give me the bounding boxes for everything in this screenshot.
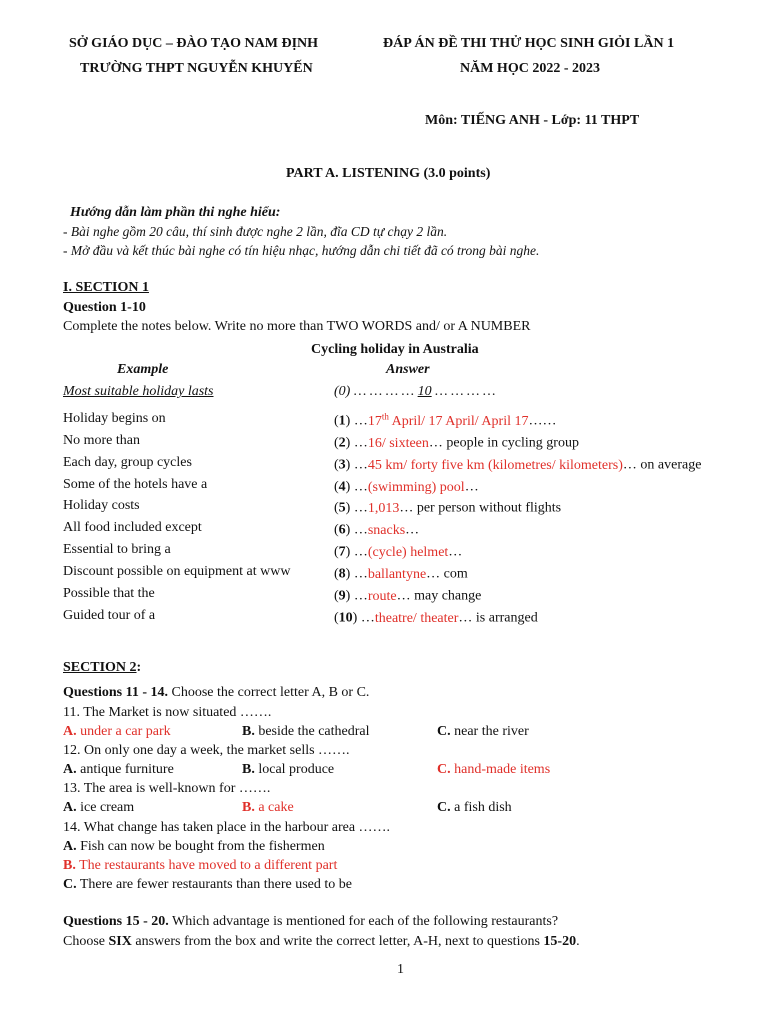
row-answer-text: 16/ sixteen (367, 435, 429, 451)
q14-option-a-text: Fish can now be bought from the fishermen (76, 839, 325, 854)
q11-14-instruction (63, 685, 369, 701)
options-row (63, 800, 753, 820)
row-num-open: ( (334, 479, 339, 495)
row-num-close: ) … (352, 610, 375, 626)
example-dots-2: … … … … (431, 384, 496, 399)
row-answer (334, 477, 479, 496)
row-num-close: ) … (345, 544, 368, 560)
row-num: 3 (338, 457, 346, 473)
q15-20-line2-a: Choose (63, 934, 109, 949)
row-answer-text: route (367, 588, 397, 604)
row-label: Possible that the (63, 586, 155, 601)
row-num-open: ( (334, 544, 339, 560)
guide-title: Hướng dẫn làm phần thi nghe hiểu: (70, 205, 281, 220)
row-label: Discount possible on equipment at www (63, 564, 291, 579)
row-label: Holiday begins on (63, 411, 166, 426)
guide-line-1: - Bài nghe gồm 20 câu, thí sinh được nghe 2 lần, đĩa CD tự chạy 2 lần. (63, 224, 448, 239)
option-letter: A. (63, 724, 77, 739)
row-num-close: ) … (345, 457, 368, 473)
row-num-close: ) … (345, 413, 368, 429)
guide-line-2: - Mở đầu và kết thúc bài nghe có tín hiệu nhạc, hướng dẫn chi tiết đã có trong bài nghe. (63, 243, 540, 258)
q14-option-c-text: There are fewer restaurants than there used to be (76, 877, 352, 892)
row-num: 10 (338, 610, 353, 626)
row-num-open: ( (334, 522, 339, 538)
option-text: under a car park (76, 724, 171, 739)
row-answer (334, 564, 468, 583)
option-a (63, 800, 134, 816)
table-title: Cycling holiday in Australia (311, 342, 479, 357)
option-c (437, 800, 512, 816)
row-tail: … may change (396, 588, 482, 604)
row-num: 6 (338, 522, 346, 538)
q15-20-instruction-line2 (63, 934, 580, 950)
row-tail: … (405, 522, 420, 538)
row-num: 4 (338, 479, 346, 495)
row-num-open: ( (334, 610, 339, 626)
q11-14-label: Questions 11 - 14. (63, 685, 169, 700)
row-answer (334, 498, 561, 517)
section2-heading (63, 660, 141, 676)
row-tail: … (448, 544, 463, 560)
question-stem: 11. The Market is now situated ……. (63, 705, 272, 720)
row-label: Guided tour of a (63, 608, 156, 623)
row-num: 8 (338, 566, 346, 582)
option-text: near the river (450, 724, 529, 739)
row-tail: … on average (622, 457, 702, 473)
option-letter: A. (63, 762, 77, 777)
row-label: Some of the hotels have a (63, 477, 208, 492)
q15-20-line2-b: answers from the box and write the correct letter, A-H, next to questions (131, 934, 544, 949)
row-num-open: ( (334, 566, 339, 582)
row-answer-value (367, 411, 529, 429)
row-answer (334, 542, 462, 561)
row-answer-value (368, 436, 429, 451)
row-label: Each day, group cycles (63, 455, 192, 470)
q14-option-c (63, 877, 352, 893)
section2-heading-colon: : (136, 660, 142, 675)
row-tail: … com (426, 566, 468, 582)
option-letter: B. (242, 800, 255, 815)
row-answer-text: theatre/ theater (374, 610, 459, 626)
q14-option-b-text: The restaurants have moved to a different part (75, 858, 338, 873)
answer-row (63, 608, 753, 628)
option-b (242, 762, 334, 778)
row-answer-value (368, 480, 465, 495)
row-answer (334, 520, 419, 539)
row-answer-value (368, 458, 623, 473)
row-answer (334, 433, 579, 452)
q15-20-six: SIX (108, 934, 132, 949)
answer-row (63, 520, 753, 540)
question-stem: 13. The area is well-known for ……. (63, 781, 271, 796)
answer-row (63, 542, 753, 562)
school-name: TRƯỜNG THPT NGUYỄN KHUYẾN (80, 61, 313, 76)
row-answer-text: (cycle) helmet (367, 544, 449, 560)
row-num: 2 (338, 435, 346, 451)
row-num-open: ( (334, 457, 339, 473)
row-num-open: ( (334, 500, 339, 516)
q15-20-line2-end: . (576, 934, 580, 949)
row-num-close: ) … (345, 566, 368, 582)
example-dots-1: … … … … (350, 384, 418, 399)
answer-row (63, 411, 753, 431)
row-label: No more than (63, 433, 140, 448)
question-stem: 12. On only one day a week, the market sells ……. (63, 743, 350, 758)
row-answer-text: 1,013 (367, 500, 400, 516)
q15-20-text: Which advantage is mentioned for each of the following restaurants? (168, 914, 559, 929)
row-answer (334, 455, 701, 474)
row-num: 1 (338, 413, 346, 429)
subject-line: Môn: TIẾNG ANH - Lớp: 11 THPT (425, 113, 640, 128)
option-letter: C. (437, 724, 451, 739)
row-answer-text-2: April/ 17 April/ April 17 (388, 413, 529, 429)
row-num-open: ( (334, 413, 339, 429)
q11-14-text: Choose the correct letter A, B or C. (168, 685, 370, 700)
part-a-title: PART A. LISTENING (3.0 points) (286, 166, 491, 181)
row-tail: … people in cycling group (428, 435, 579, 451)
answer-row (63, 455, 753, 475)
option-b-correct (242, 800, 294, 816)
row-tail: … is arranged (458, 610, 538, 626)
answer-row (63, 586, 753, 606)
option-a (63, 762, 174, 778)
row-answer-value (375, 611, 459, 626)
row-num-close: ) … (345, 522, 368, 538)
example-answer (334, 384, 495, 400)
row-num-close: ) … (345, 435, 368, 451)
row-answer-text: 45 km/ forty five km (kilometres/ kilometers) (367, 457, 623, 473)
example-row (63, 384, 753, 404)
option-c-correct (437, 762, 550, 778)
option-text: antique furniture (76, 762, 174, 777)
row-answer-text: (swimming) pool (367, 479, 465, 495)
option-text: a cake (254, 800, 294, 815)
option-letter: C. (437, 762, 451, 777)
example-num: (0) (334, 384, 351, 399)
school-year: NĂM HỌC 2022 - 2023 (460, 61, 600, 76)
section1-question-label: Question 1-10 (63, 300, 146, 315)
option-c (437, 724, 529, 740)
answer-row (63, 498, 753, 518)
row-num: 7 (338, 544, 346, 560)
col-example: Example (117, 362, 169, 377)
q14-option-c-letter: C. (63, 877, 77, 892)
section1-heading: I. SECTION 1 (63, 280, 149, 295)
row-label: Essential to bring a (63, 542, 171, 557)
option-letter: C. (437, 800, 451, 815)
option-text: beside the cathedral (254, 724, 370, 739)
row-answer-text: 17 (367, 413, 382, 429)
school-department: SỞ GIÁO DỤC – ĐÀO TẠO NAM ĐỊNH (69, 36, 319, 51)
section1-instruction: Complete the notes below. Write no more than TWO WORDS and/ or A NUMBER (63, 319, 531, 334)
row-answer (334, 411, 556, 430)
row-num-close: ) … (345, 588, 368, 604)
row-answer-value (368, 523, 405, 538)
q15-20-label: Questions 15 - 20. (63, 914, 169, 929)
row-num: 9 (338, 588, 346, 604)
q14-stem: 14. What change has taken place in the harbour area ……. (63, 820, 391, 835)
row-num-close: ) … (345, 479, 368, 495)
row-label: All food included except (63, 520, 202, 535)
row-label: Holiday costs (63, 498, 140, 513)
q14-option-a-letter: A. (63, 839, 77, 854)
row-num-open: ( (334, 588, 339, 604)
q15-20-instruction-line1 (63, 914, 558, 930)
row-answer-value (368, 545, 448, 560)
option-letter: A. (63, 800, 77, 815)
example-value: 10 (417, 384, 432, 399)
answer-row (63, 477, 753, 497)
page-number: 1 (397, 962, 404, 977)
answer-row (63, 564, 753, 584)
row-answer-sup: th (381, 411, 389, 421)
example-label: Most suitable holiday lasts (63, 384, 214, 399)
option-letter: B. (242, 762, 255, 777)
row-answer-value (368, 589, 397, 604)
q14-option-b-correct (63, 858, 337, 874)
row-tail: … (464, 479, 479, 495)
q14-option-a (63, 839, 325, 855)
row-answer (334, 586, 481, 605)
option-letter: B. (242, 724, 255, 739)
row-num: 5 (338, 500, 346, 516)
options-row (63, 762, 753, 782)
col-answer: Answer (386, 362, 430, 377)
row-answer-text: ballantyne (367, 566, 427, 582)
answer-row (63, 433, 753, 453)
option-text: local produce (254, 762, 335, 777)
options-row (63, 724, 753, 744)
row-num-open: ( (334, 435, 339, 451)
exam-title: ĐÁP ÁN ĐỀ THI THỬ HỌC SINH GIỎI LẦN 1 (383, 36, 675, 51)
option-text: ice cream (76, 800, 135, 815)
row-num-close: ) … (345, 500, 368, 516)
option-a-correct (63, 724, 171, 740)
option-b (242, 724, 370, 740)
option-text: a fish dish (450, 800, 512, 815)
row-answer (334, 608, 538, 627)
row-tail: … per person without flights (399, 500, 562, 516)
q15-20-range: 15-20 (543, 934, 577, 949)
section2-heading-text: SECTION 2 (63, 660, 137, 675)
row-answer-value (368, 567, 426, 582)
row-answer-text: snacks (367, 522, 406, 538)
option-text: hand-made items (450, 762, 551, 777)
row-tail: …… (528, 413, 557, 429)
row-answer-value (368, 501, 400, 516)
q14-option-b-letter: B. (63, 858, 76, 873)
